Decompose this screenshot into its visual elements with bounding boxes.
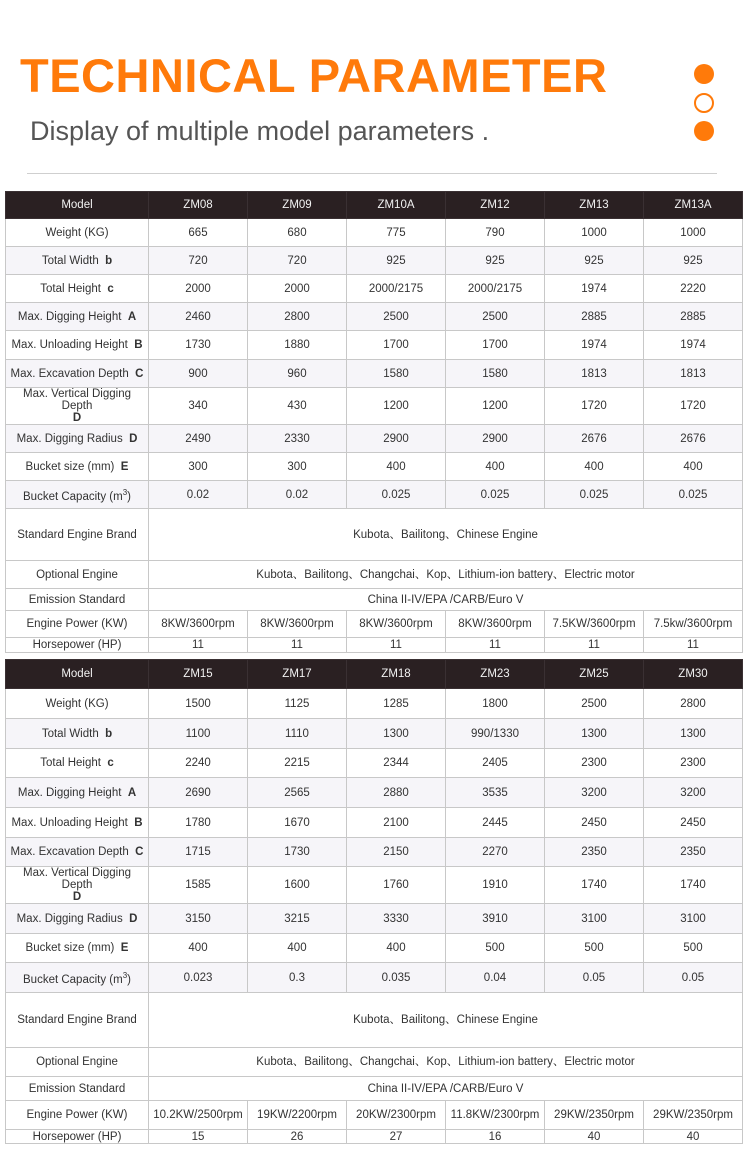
row-label: Standard Engine Brand (6, 993, 149, 1048)
table-cell: 11 (149, 638, 248, 653)
table-cell: 1600 (248, 867, 347, 904)
table-cell: 1974 (545, 331, 644, 360)
engine-power-row (6, 1101, 743, 1130)
table-cell: 2215 (248, 749, 347, 778)
table-cell: 2000 (248, 275, 347, 303)
table-row (6, 689, 743, 719)
dimension-code: B (134, 339, 143, 351)
row-label: Optional Engine (6, 1048, 149, 1077)
table-cell: 3215 (248, 904, 347, 934)
table-cell: 2565 (248, 778, 347, 808)
table-cell: 40 (644, 1130, 743, 1144)
page-subtitle: Display of multiple model parameters . (30, 116, 490, 146)
row-label-text: Max. Unloading Height (11, 339, 128, 351)
table-cell: 2330 (248, 425, 347, 453)
table-row (6, 838, 743, 867)
table-cell: 3100 (644, 904, 743, 934)
table-row (6, 425, 743, 453)
row-label: Horsepower (HP) (6, 1130, 149, 1144)
model-header: Model (6, 660, 149, 689)
row-label-text: Total Height (40, 757, 101, 769)
row-label-text: Weight (KG) (45, 226, 109, 239)
dimension-code: C (135, 367, 144, 380)
dimension-code: E (120, 460, 129, 473)
table-cell: 11.8KW/2300rpm (446, 1101, 545, 1130)
row-label (6, 689, 149, 719)
horsepower-row (6, 638, 743, 653)
spanned-cell: Kubota、Bailitong、Chinese Engine (149, 509, 743, 561)
model-header: Model (6, 192, 149, 219)
table-cell: 0.04 (446, 963, 545, 993)
row-label (6, 838, 149, 867)
row-label (6, 275, 149, 303)
header-divider (27, 173, 717, 174)
table-row (6, 904, 743, 934)
table-cell: 2445 (446, 808, 545, 838)
spanned-cell: Kubota、Bailitong、Chinese Engine (149, 993, 743, 1048)
table-cell: 3200 (644, 778, 743, 808)
row-label (6, 388, 149, 425)
table-cell: 2490 (149, 425, 248, 453)
table-cell: 0.025 (446, 481, 545, 509)
table-cell: 1200 (446, 388, 545, 425)
row-label (6, 963, 149, 993)
row-label-text: Total Width (41, 727, 99, 740)
table-cell: 1974 (545, 275, 644, 303)
spec-table-1 (5, 191, 743, 653)
row-label (6, 303, 149, 331)
model-name: ZM10A (347, 192, 446, 219)
row-label-text: Max. Vertical Digging Depth (22, 388, 132, 412)
table-cell: 0.3 (248, 963, 347, 993)
dimension-code: D (129, 912, 138, 925)
table-cell: 2240 (149, 749, 248, 778)
table-cell: 2300 (644, 749, 743, 778)
table-cell: 2690 (149, 778, 248, 808)
table-row (6, 808, 743, 838)
table-cell: 1700 (446, 331, 545, 360)
row-label-end: ) (127, 490, 131, 503)
row-label (6, 749, 149, 778)
table-cell: 900 (149, 360, 248, 388)
model-name: ZM13 (545, 192, 644, 219)
table-row (6, 719, 743, 749)
table-cell: 8KW/3600rpm (149, 611, 248, 638)
table-cell: 2270 (446, 838, 545, 867)
table-cell: 27 (347, 1130, 446, 1144)
optional-engine-row (6, 1048, 743, 1077)
model-name: ZM23 (446, 660, 545, 689)
row-label-text: Bucket size (mm) (25, 460, 115, 473)
filled-dot-icon (694, 64, 714, 84)
table-cell: 0.05 (644, 963, 743, 993)
standard-engine-row (6, 993, 743, 1048)
table-cell: 8KW/3600rpm (347, 611, 446, 638)
row-label-text: Bucket Capacity (m (23, 490, 123, 503)
model-name: ZM09 (248, 192, 347, 219)
unit-superscript: 3 (122, 487, 128, 497)
table-cell: 2000 (149, 275, 248, 303)
table-cell: 0.025 (545, 481, 644, 509)
table-cell: 340 (149, 388, 248, 425)
table-cell: 26 (248, 1130, 347, 1144)
row-label-text: Total Width (41, 254, 99, 267)
table-cell: 1730 (248, 838, 347, 867)
dimension-code: D (72, 412, 82, 424)
table-cell: 2000/2175 (446, 275, 545, 303)
row-label (6, 360, 149, 388)
row-label: Engine Power (KW) (6, 1101, 149, 1130)
table-cell: 500 (446, 934, 545, 963)
table-cell: 2676 (644, 425, 743, 453)
table-cell: 1000 (644, 219, 743, 247)
table-cell: 2676 (545, 425, 644, 453)
dimension-code: c (107, 757, 114, 769)
table-cell: 720 (248, 247, 347, 275)
table-row (6, 247, 743, 275)
table-cell: 2500 (446, 303, 545, 331)
row-label-text: Max. Digging Radius (16, 912, 123, 925)
dimension-code: D (129, 432, 138, 445)
table-row (6, 219, 743, 247)
row-label (6, 453, 149, 481)
table-cell: 1580 (347, 360, 446, 388)
table-cell: 2344 (347, 749, 446, 778)
spanned-cell: China II-IV/EPA /CARB/Euro V (149, 589, 743, 611)
engine-power-row (6, 611, 743, 638)
dimension-code: A (127, 786, 137, 799)
table-cell: 2460 (149, 303, 248, 331)
table-cell: 1585 (149, 867, 248, 904)
table-row (6, 388, 743, 425)
table-row (6, 749, 743, 778)
model-name: ZM18 (347, 660, 446, 689)
table-cell: 1200 (347, 388, 446, 425)
row-label (6, 481, 149, 509)
row-label-text: Max. Excavation Depth (10, 367, 129, 380)
table-cell: 1285 (347, 689, 446, 719)
table-row (6, 481, 743, 509)
table-row (6, 360, 743, 388)
table-cell: 2405 (446, 749, 545, 778)
table-cell: 0.025 (347, 481, 446, 509)
row-label-text: Max. Digging Height (17, 786, 122, 799)
spanned-cell: China II-IV/EPA /CARB/Euro V (149, 1077, 743, 1101)
table-cell: 925 (446, 247, 545, 275)
table-cell: 500 (644, 934, 743, 963)
table-cell: 2880 (347, 778, 446, 808)
table-cell: 0.023 (149, 963, 248, 993)
table-cell: 7.5kw/3600rpm (644, 611, 743, 638)
table-cell: 29KW/2350rpm (644, 1101, 743, 1130)
row-label (6, 778, 149, 808)
table-cell: 2450 (545, 808, 644, 838)
table-cell: 1740 (644, 867, 743, 904)
row-label-text: Bucket size (mm) (25, 942, 115, 954)
table-cell: 790 (446, 219, 545, 247)
table-header-row (6, 660, 743, 689)
table-cell: 2150 (347, 838, 446, 867)
table-cell: 3200 (545, 778, 644, 808)
row-label (6, 808, 149, 838)
table-cell: 11 (248, 638, 347, 653)
table-row (6, 867, 743, 904)
row-label-text: Max. Digging Radius (16, 432, 123, 445)
table-cell: 2900 (446, 425, 545, 453)
table-cell: 990/1330 (446, 719, 545, 749)
row-label-text: Max. Unloading Height (11, 816, 128, 829)
table-cell: 1813 (545, 360, 644, 388)
model-name: ZM08 (149, 192, 248, 219)
table-row (6, 963, 743, 993)
dimension-code: C (135, 846, 144, 858)
row-label-text: Bucket Capacity (m (23, 973, 123, 986)
row-label: Standard Engine Brand (6, 509, 149, 561)
table-row (6, 453, 743, 481)
table-cell: 400 (248, 934, 347, 963)
table-cell: 10.2KW/2500rpm (149, 1101, 248, 1130)
table-cell: 300 (248, 453, 347, 481)
row-label-text: Max. Vertical Digging Depth (22, 867, 132, 891)
table-cell: 8KW/3600rpm (248, 611, 347, 638)
table-cell: 2300 (545, 749, 644, 778)
table-cell: 0.02 (248, 481, 347, 509)
row-label (6, 331, 149, 360)
table-cell: 1670 (248, 808, 347, 838)
table-cell: 3150 (149, 904, 248, 934)
table-cell: 1760 (347, 867, 446, 904)
row-label: Engine Power (KW) (6, 611, 149, 638)
table-cell: 720 (149, 247, 248, 275)
table-cell: 1715 (149, 838, 248, 867)
table-cell: 680 (248, 219, 347, 247)
table-cell: 500 (545, 934, 644, 963)
table-cell: 430 (248, 388, 347, 425)
table-cell: 2220 (644, 275, 743, 303)
model-name: ZM12 (446, 192, 545, 219)
spec-table-2 (5, 659, 743, 1144)
table-cell: 2450 (644, 808, 743, 838)
emission-standard-row (6, 589, 743, 611)
dimension-code: A (127, 310, 137, 323)
table-row (6, 275, 743, 303)
dimension-code: E (120, 942, 129, 954)
table-cell: 1730 (149, 331, 248, 360)
row-label-text: Max. Excavation Depth (10, 846, 129, 858)
table-cell: 20KW/2300rpm (347, 1101, 446, 1130)
table-cell: 1880 (248, 331, 347, 360)
table-cell: 11 (644, 638, 743, 653)
table-cell: 665 (149, 219, 248, 247)
table-cell: 3330 (347, 904, 446, 934)
table-cell: 3100 (545, 904, 644, 934)
filled-dot-icon (694, 121, 714, 141)
table-cell: 925 (545, 247, 644, 275)
table-cell: 1740 (545, 867, 644, 904)
table-cell: 960 (248, 360, 347, 388)
page-title: TECHNICAL PARAMETER (20, 49, 608, 102)
table-cell: 15 (149, 1130, 248, 1144)
table-cell: 7.5KW/3600rpm (545, 611, 644, 638)
table-cell: 16 (446, 1130, 545, 1144)
row-label: Optional Engine (6, 561, 149, 589)
table-cell: 400 (347, 453, 446, 481)
table-cell: 40 (545, 1130, 644, 1144)
table-cell: 2800 (248, 303, 347, 331)
table-cell: 1110 (248, 719, 347, 749)
table-cell: 1800 (446, 689, 545, 719)
table-cell: 2500 (347, 303, 446, 331)
table-row (6, 303, 743, 331)
row-label (6, 904, 149, 934)
model-name: ZM17 (248, 660, 347, 689)
unit-superscript: 3 (122, 970, 128, 980)
ring-dot-icon (694, 93, 714, 113)
table-cell: 400 (545, 453, 644, 481)
row-label-text: Weight (KG) (45, 697, 109, 710)
table-cell: 1300 (545, 719, 644, 749)
table-cell: 19KW/2200rpm (248, 1101, 347, 1130)
table-cell: 2500 (545, 689, 644, 719)
spanned-cell: Kubota、Bailitong、Changchai、Kop、Lithium-ion battery、Electric motor (149, 1048, 743, 1077)
dimension-code: b (105, 727, 113, 740)
table-cell: 1300 (644, 719, 743, 749)
table-cell: 11 (347, 638, 446, 653)
table-cell: 1700 (347, 331, 446, 360)
row-label-text: Total Height (40, 282, 101, 295)
table-cell: 0.05 (545, 963, 644, 993)
row-label (6, 934, 149, 963)
row-label: Emission Standard (6, 589, 149, 611)
model-name: ZM30 (644, 660, 743, 689)
table-cell: 2000/2175 (347, 275, 446, 303)
dimension-code: b (105, 254, 113, 267)
table-cell: 400 (644, 453, 743, 481)
table-cell: 1720 (644, 388, 743, 425)
row-label (6, 247, 149, 275)
table-cell: 11 (446, 638, 545, 653)
horsepower-row (6, 1130, 743, 1144)
table-cell: 8KW/3600rpm (446, 611, 545, 638)
model-name: ZM15 (149, 660, 248, 689)
row-label: Emission Standard (6, 1077, 149, 1101)
table-cell: 1974 (644, 331, 743, 360)
row-label (6, 867, 149, 904)
table-row (6, 331, 743, 360)
table-cell: 1580 (446, 360, 545, 388)
row-label (6, 425, 149, 453)
table-cell: 1125 (248, 689, 347, 719)
table-cell: 1910 (446, 867, 545, 904)
row-label (6, 219, 149, 247)
table-cell: 1300 (347, 719, 446, 749)
table-cell: 3910 (446, 904, 545, 934)
table-cell: 400 (446, 453, 545, 481)
table-cell: 2100 (347, 808, 446, 838)
table-cell: 300 (149, 453, 248, 481)
table-cell: 775 (347, 219, 446, 247)
table-cell: 925 (644, 247, 743, 275)
table-cell: 3535 (446, 778, 545, 808)
table-cell: 2900 (347, 425, 446, 453)
table-cell: 1100 (149, 719, 248, 749)
model-name: ZM25 (545, 660, 644, 689)
table-cell: 400 (149, 934, 248, 963)
table-cell: 2350 (644, 838, 743, 867)
table-cell: 11 (545, 638, 644, 653)
table-cell: 1720 (545, 388, 644, 425)
table-cell: 0.035 (347, 963, 446, 993)
dimension-code: B (134, 816, 143, 829)
row-label-text: Max. Digging Height (17, 310, 122, 323)
optional-engine-row (6, 561, 743, 589)
standard-engine-row (6, 509, 743, 561)
table-cell: 1813 (644, 360, 743, 388)
table-cell: 2885 (644, 303, 743, 331)
row-label: Horsepower (HP) (6, 638, 149, 653)
table-row (6, 778, 743, 808)
table-cell: 925 (347, 247, 446, 275)
table-cell: 29KW/2350rpm (545, 1101, 644, 1130)
table-header-row (6, 192, 743, 219)
table-cell: 2350 (545, 838, 644, 867)
table-cell: 0.02 (149, 481, 248, 509)
model-name: ZM13A (644, 192, 743, 219)
row-label-end: ) (127, 973, 131, 986)
emission-standard-row (6, 1077, 743, 1101)
table-cell: 1000 (545, 219, 644, 247)
table-row (6, 934, 743, 963)
table-cell: 0.025 (644, 481, 743, 509)
table-cell: 1500 (149, 689, 248, 719)
table-cell: 2800 (644, 689, 743, 719)
row-label (6, 719, 149, 749)
table-cell: 400 (347, 934, 446, 963)
spanned-cell: Kubota、Bailitong、Changchai、Kop、Lithium-ion battery、Electric motor (149, 561, 743, 589)
table-cell: 2885 (545, 303, 644, 331)
table-cell: 1780 (149, 808, 248, 838)
dimension-code: D (72, 891, 82, 903)
dimension-code: c (107, 282, 114, 295)
